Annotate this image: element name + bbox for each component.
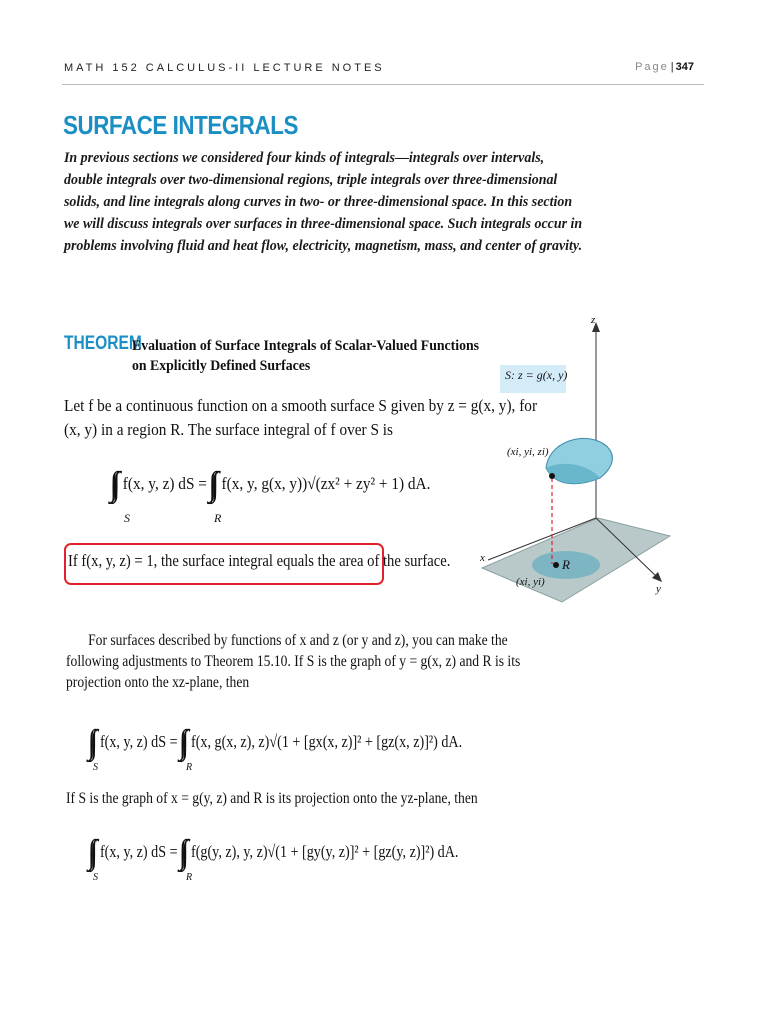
header-course-title: MATH 152 CALCULUS-II LECTURE NOTES <box>64 62 385 74</box>
page-separator: | <box>670 61 674 73</box>
x-axis-label: x <box>480 552 485 564</box>
integral-subscript-s: S <box>93 762 98 773</box>
theorem-heading <box>132 336 479 376</box>
paragraph-line: projection onto the xz-plane, then <box>66 674 250 691</box>
paragraph-line: following adjustments to Theorem 15.10. If S is the graph of y = g(x, z) and R is its <box>66 653 521 670</box>
formula-lhs: f(x, y, z) dS = <box>99 731 178 751</box>
formula-rhs: f(x, g(x, z), z)√(1 + [gx(x, z)]² + [gz(x, z)]²) dA. <box>191 731 463 751</box>
yz-plane-sentence: If S is the graph of x = g(y, z) and R is its projection onto the yz-plane, then <box>66 790 478 807</box>
surface-label: S: z = g(x, y) <box>505 368 568 382</box>
theorem-statement <box>64 394 537 442</box>
theorem-heading-line: on Explicitly Defined Surfaces <box>132 358 311 374</box>
region-label: R <box>562 557 570 572</box>
theorem-statement-line: Let f be a continuous function on a smooth surface S given by z = g(x, y), for <box>64 396 538 415</box>
integral-subscript-r: R <box>186 872 193 883</box>
page-number: 347 <box>675 61 694 73</box>
header-rule <box>62 84 704 85</box>
region-point <box>553 562 559 568</box>
adjustment-paragraph <box>66 630 520 693</box>
paragraph-line: For surfaces described by functions of x and z (or y and z), you can make the <box>88 632 508 649</box>
formula-rhs: f(g(y, z), y, z)√(1 + [gy(y, z)]² + [gz(y, z)]²) dA. <box>191 841 459 861</box>
formula-xz-plane <box>90 726 462 760</box>
lower-point-label: (xi, yi) <box>516 576 545 588</box>
surface-point <box>549 473 555 479</box>
area-note: If f(x, y, z) = 1, the surface integral equals the area of the surface. <box>68 551 451 570</box>
integral-subscript-r: R <box>186 762 193 773</box>
z-axis-label: z <box>591 314 596 326</box>
theorem-statement-line: (x, y) in a region R. The surface integral of f over S is <box>64 420 394 439</box>
theorem-keyword: THEOREM <box>64 333 142 354</box>
integral-subscript-s: S <box>124 511 130 525</box>
intro-line: In previous sections we considered four kinds of integrals—integrals over intervals, <box>64 150 545 166</box>
theorem-formula <box>112 468 430 502</box>
intro-line: problems involving fluid and heat flow, electricity, magnetism, mass, and center of gravity. <box>64 238 583 254</box>
page-label: Page <box>635 61 669 73</box>
integral-subscript-s: S <box>93 872 98 883</box>
y-axis-label: y <box>656 583 661 595</box>
intro-line: solids, and line integrals along curves in two- or three-dimensional space. In this section <box>64 194 573 210</box>
formula-rhs: f(x, y, g(x, y))√(zx² + zy² + 1) dA. <box>221 473 431 493</box>
formula-yz-plane <box>90 836 458 870</box>
intro-line: double integrals over two-dimensional regions, triple integrals over three-dimensional <box>64 172 558 188</box>
formula-lhs: f(x, y, z) dS = <box>99 841 178 861</box>
theorem-heading-line: Evaluation of Surface Integrals of Scalar-Valued Functions <box>132 338 480 354</box>
formula-lhs: f(x, y, z) dS = <box>122 473 207 493</box>
header-page-indicator <box>635 61 694 73</box>
integral-subscript-r: R <box>214 511 222 525</box>
upper-point-label: (xi, yi, zi) <box>507 446 549 458</box>
section-title: SURFACE INTEGRALS <box>63 110 298 140</box>
intro-line: we will discuss integrals over surfaces in three-dimensional space. Such integrals occur in <box>64 216 583 232</box>
surface-figure <box>470 310 680 615</box>
intro-paragraph <box>64 147 583 257</box>
